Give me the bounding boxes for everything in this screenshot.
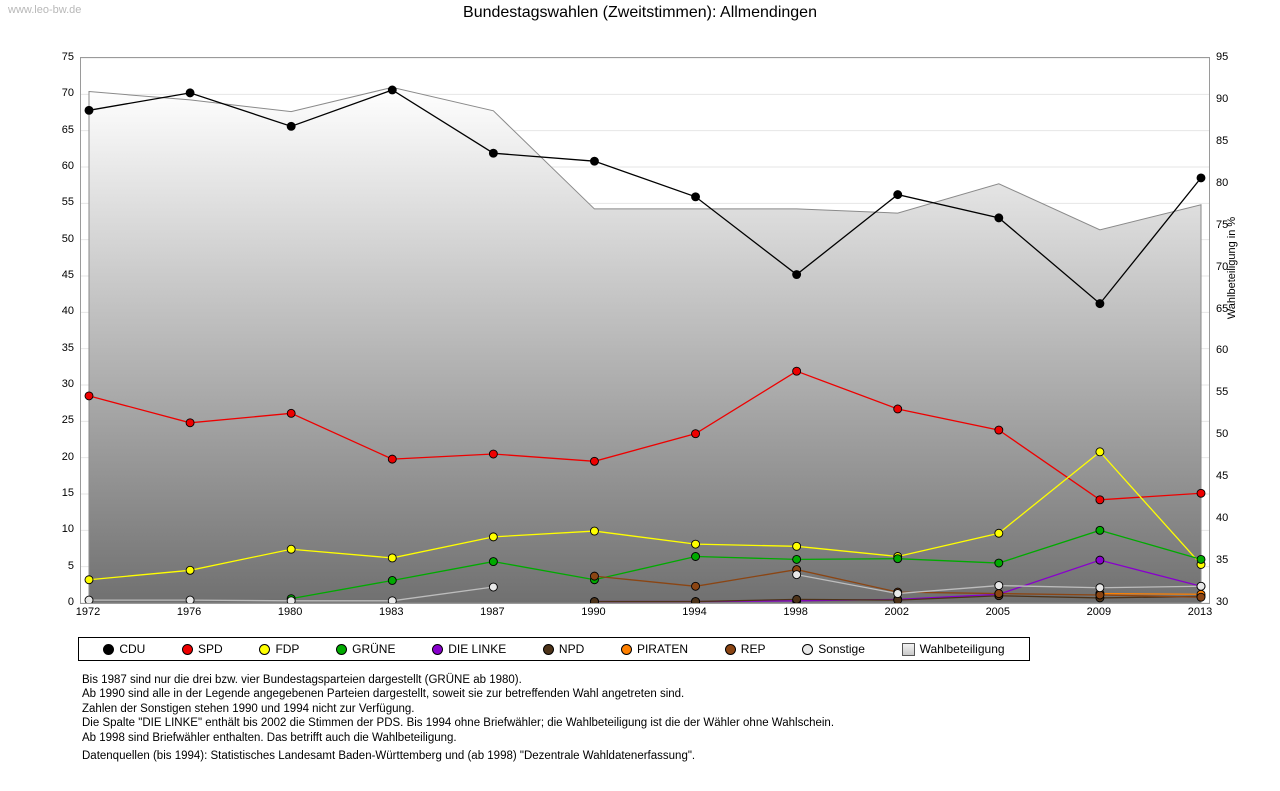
footnote-line: Zahlen der Sonstigen stehen 1990 und 1994 nicht zur Verfügung. [82,702,415,715]
footnotes [82,673,1182,745]
legend-marker-icon [103,644,114,655]
legend-item[interactable] [543,642,584,656]
x-tick: 2002 [884,606,909,618]
y-tick-right: 40 [1216,512,1229,525]
legend-item[interactable] [336,642,395,656]
y-tick-left: 10 [61,523,74,536]
legend-label: NPD [558,642,585,656]
y-tick-right: 60 [1216,344,1229,357]
footnote-line: Bis 1987 sind nur die drei bzw. vier Bundestagsparteien dargestellt (GRÜNE ab 1980). [82,674,522,686]
legend-label: GRÜNE [352,642,396,656]
y-tick-left: 50 [61,232,74,245]
y-tick-right: 35 [1216,554,1229,567]
y-tick-left: 15 [61,487,74,499]
y-tick-left: 60 [61,160,74,172]
legend-item[interactable] [621,642,688,656]
legend-label: SPD [198,642,223,656]
x-tick: 1980 [277,606,303,618]
legend-item[interactable] [432,642,506,656]
legend-marker-icon [725,644,736,655]
legend-item[interactable] [802,642,865,656]
y-tick-right: 75 [1216,218,1229,231]
watermark: www.leo-bw.de [8,4,82,16]
x-tick: 1987 [480,606,505,618]
y-tick-right: 30 [1216,596,1229,608]
y-axis-label-right: Wahlbeteiligung in % [1226,216,1238,320]
chart-svg [81,58,1209,603]
y-tick-right: 70 [1216,260,1229,273]
legend-item[interactable] [259,642,299,656]
y-tick-right: 55 [1216,386,1229,399]
footnote-line: Ab 1998 sind Briefwähler enthalten. Das betrifft auch die Wahlbeteiligung. [82,731,457,744]
legend-marker-icon [259,644,270,655]
y-tick-left: 20 [61,450,74,463]
legend-label: DIE LINKE [448,642,507,656]
y-tick-right: 80 [1216,176,1229,189]
y-tick-right: 50 [1216,428,1229,441]
x-tick: 1972 [75,606,101,618]
y-tick-left: 5 [67,559,74,572]
legend-marker-icon [802,644,813,655]
page-title: Bundestagswahlen (Zweitstimmen): Allmendingen [463,4,817,21]
y-tick-right: 90 [1216,92,1229,105]
legend-marker-icon [543,644,554,655]
y-tick-left: 75 [61,51,74,63]
footnote-line: Die Spalte "DIE LINKE" enthält bis 2002 die Stimmen der PDS. Bis 1994 ohne Briefwähler; die Wahlbeteiligung ist die der Wähler ohne Wahlschein. [82,717,835,730]
x-tick: 1990 [581,606,606,618]
legend-marker-icon [336,644,347,655]
y-tick-left: 40 [61,305,74,318]
y-tick-left: 70 [61,87,74,100]
footnote-line: Ab 1990 sind alle in der Legende angegebenen Parteien dargestellt, soweit sie zur betreffenden Wahl angetreten sind. [82,688,685,701]
x-tick: 2009 [1086,606,1112,618]
x-tick: 2005 [985,606,1011,618]
legend-swatch-icon [902,643,915,656]
y-tick-right: 95 [1216,51,1229,63]
chart-area [61,51,1238,618]
y-tick-right: 65 [1216,302,1229,315]
plot-canvas [80,57,1210,604]
y-tick-left: 35 [61,341,74,354]
y-tick-left: 25 [61,414,74,427]
data-sources: Datenquellen (bis 1994): Statistisches Landesamt Baden-Württemberg und (ab 1998) "Dezentrale Wahldatenerfassung". [82,750,696,762]
legend-label: PIRATEN [636,642,689,656]
x-tick: 1983 [379,606,404,618]
y-tick-right: 45 [1216,470,1229,483]
y-tick-left: 30 [61,378,74,390]
turnout-area [89,87,1201,603]
legend-label: FDP [275,642,300,656]
y-tick-left: 55 [61,196,74,209]
x-tick: 1976 [176,606,202,618]
legend-marker-icon [621,644,632,655]
legend-marker-icon [432,644,443,655]
y-tick-left: 0 [67,596,74,608]
legend-label: Sonstige [818,642,865,656]
y-tick-left: 65 [61,123,74,136]
legend-item[interactable] [182,642,223,656]
legend-label: CDU [119,642,146,656]
y-tick-left: 45 [61,269,74,281]
x-tick: 1998 [783,606,808,618]
x-tick: 1994 [682,606,707,618]
legend-item[interactable] [103,642,145,656]
chart-legend [78,637,1030,661]
legend-marker-icon [182,644,193,655]
legend-item[interactable] [725,642,766,656]
legend-label: REP [740,642,766,656]
x-tick: 2013 [1187,606,1213,618]
y-tick-right: 85 [1216,134,1229,147]
legend-item[interactable] [902,642,1005,656]
legend-label: Wahlbeteiligung [919,642,1005,656]
